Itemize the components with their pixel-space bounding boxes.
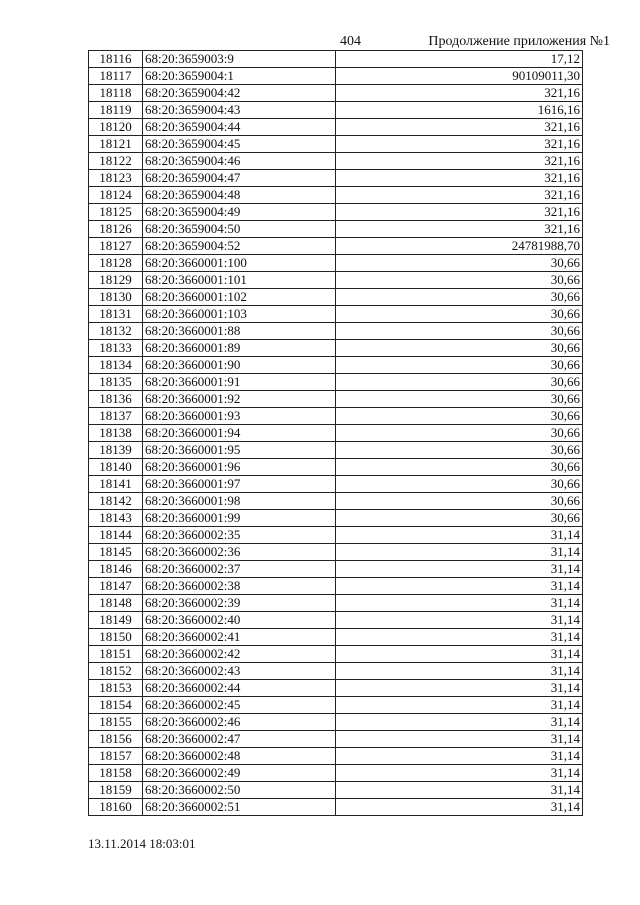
cadastral-number-cell: 68:20:3660001:102 [143, 289, 336, 306]
cadastral-number-cell: 68:20:3659004:47 [143, 170, 336, 187]
cadastral-number-cell: 68:20:3660002:36 [143, 544, 336, 561]
row-number-cell: 18143 [89, 510, 143, 527]
value-cell: 30,66 [336, 391, 583, 408]
table-row [89, 323, 583, 340]
value-cell: 31,14 [336, 782, 583, 799]
value-cell: 321,16 [336, 153, 583, 170]
row-number-cell: 18149 [89, 612, 143, 629]
value-cell: 30,66 [336, 374, 583, 391]
cadastral-number-cell: 68:20:3660001:93 [143, 408, 336, 425]
table-row [89, 510, 583, 527]
value-cell: 321,16 [336, 204, 583, 221]
value-cell: 90109011,30 [336, 68, 583, 85]
page-number: 404 [340, 34, 361, 49]
row-number-cell: 18145 [89, 544, 143, 561]
cadastral-number-cell: 68:20:3660002:39 [143, 595, 336, 612]
row-number-cell: 18144 [89, 527, 143, 544]
row-number-cell: 18131 [89, 306, 143, 323]
cadastral-number-cell: 68:20:3660002:45 [143, 697, 336, 714]
cadastral-number-cell: 68:20:3659004:44 [143, 119, 336, 136]
cadastral-number-cell: 68:20:3660001:89 [143, 340, 336, 357]
parcel-table [88, 50, 583, 816]
table-row [89, 544, 583, 561]
value-cell: 31,14 [336, 748, 583, 765]
table-row [89, 374, 583, 391]
value-cell: 31,14 [336, 697, 583, 714]
table-row [89, 782, 583, 799]
value-cell: 24781988,70 [336, 238, 583, 255]
row-number-cell: 18123 [89, 170, 143, 187]
cadastral-number-cell: 68:20:3660002:43 [143, 663, 336, 680]
value-cell: 30,66 [336, 510, 583, 527]
table-row [89, 680, 583, 697]
table-row [89, 578, 583, 595]
table-row [89, 493, 583, 510]
cadastral-number-cell: 68:20:3660001:94 [143, 425, 336, 442]
cadastral-number-cell: 68:20:3660001:100 [143, 255, 336, 272]
row-number-cell: 18129 [89, 272, 143, 289]
row-number-cell: 18118 [89, 85, 143, 102]
value-cell: 30,66 [336, 459, 583, 476]
value-cell: 31,14 [336, 680, 583, 697]
row-number-cell: 18154 [89, 697, 143, 714]
table-row [89, 272, 583, 289]
table-row [89, 561, 583, 578]
cadastral-number-cell: 68:20:3659004:49 [143, 204, 336, 221]
table-row [89, 408, 583, 425]
table-row [89, 204, 583, 221]
table-row [89, 136, 583, 153]
value-cell: 31,14 [336, 595, 583, 612]
table-row [89, 170, 583, 187]
table-row [89, 748, 583, 765]
table-row [89, 799, 583, 816]
cadastral-number-cell: 68:20:3660001:97 [143, 476, 336, 493]
cadastral-number-cell: 68:20:3660002:51 [143, 799, 336, 816]
table-row [89, 289, 583, 306]
table-row [89, 663, 583, 680]
cadastral-number-cell: 68:20:3660001:88 [143, 323, 336, 340]
table-row [89, 255, 583, 272]
cadastral-number-cell: 68:20:3660001:96 [143, 459, 336, 476]
cadastral-number-cell: 68:20:3660002:50 [143, 782, 336, 799]
value-cell: 321,16 [336, 187, 583, 204]
cadastral-number-cell: 68:20:3660002:37 [143, 561, 336, 578]
row-number-cell: 18116 [89, 51, 143, 68]
value-cell: 321,16 [336, 221, 583, 238]
row-number-cell: 18156 [89, 731, 143, 748]
row-number-cell: 18130 [89, 289, 143, 306]
value-cell: 30,66 [336, 425, 583, 442]
value-cell: 30,66 [336, 476, 583, 493]
table-row [89, 612, 583, 629]
value-cell: 30,66 [336, 323, 583, 340]
table-row [89, 340, 583, 357]
row-number-cell: 18152 [89, 663, 143, 680]
value-cell: 31,14 [336, 578, 583, 595]
row-number-cell: 18148 [89, 595, 143, 612]
value-cell: 31,14 [336, 612, 583, 629]
table-row [89, 153, 583, 170]
value-cell: 30,66 [336, 493, 583, 510]
row-number-cell: 18133 [89, 340, 143, 357]
row-number-cell: 18155 [89, 714, 143, 731]
row-number-cell: 18159 [89, 782, 143, 799]
row-number-cell: 18135 [89, 374, 143, 391]
value-cell: 30,66 [336, 357, 583, 374]
table-row [89, 731, 583, 748]
parcel-table-body [89, 51, 583, 816]
value-cell: 321,16 [336, 85, 583, 102]
row-number-cell: 18150 [89, 629, 143, 646]
table-row [89, 85, 583, 102]
cadastral-number-cell: 68:20:3660002:49 [143, 765, 336, 782]
table-row [89, 629, 583, 646]
cadastral-number-cell: 68:20:3659004:50 [143, 221, 336, 238]
row-number-cell: 18127 [89, 238, 143, 255]
row-number-cell: 18124 [89, 187, 143, 204]
row-number-cell: 18120 [89, 119, 143, 136]
row-number-cell: 18141 [89, 476, 143, 493]
value-cell: 31,14 [336, 646, 583, 663]
table-row [89, 697, 583, 714]
value-cell: 31,14 [336, 561, 583, 578]
cadastral-number-cell: 68:20:3660002:42 [143, 646, 336, 663]
cadastral-number-cell: 68:20:3659004:48 [143, 187, 336, 204]
value-cell: 30,66 [336, 272, 583, 289]
row-number-cell: 18157 [89, 748, 143, 765]
row-number-cell: 18125 [89, 204, 143, 221]
value-cell: 31,14 [336, 799, 583, 816]
row-number-cell: 18151 [89, 646, 143, 663]
table-row [89, 187, 583, 204]
value-cell: 321,16 [336, 119, 583, 136]
cadastral-number-cell: 68:20:3660001:92 [143, 391, 336, 408]
cadastral-number-cell: 68:20:3659004:46 [143, 153, 336, 170]
table-row [89, 459, 583, 476]
row-number-cell: 18153 [89, 680, 143, 697]
table-row [89, 238, 583, 255]
row-number-cell: 18119 [89, 102, 143, 119]
table-row [89, 527, 583, 544]
table-row [89, 391, 583, 408]
cadastral-number-cell: 68:20:3659004:45 [143, 136, 336, 153]
row-number-cell: 18139 [89, 442, 143, 459]
cadastral-number-cell: 68:20:3660001:90 [143, 357, 336, 374]
row-number-cell: 18160 [89, 799, 143, 816]
cadastral-number-cell: 68:20:3659004:52 [143, 238, 336, 255]
table-row [89, 119, 583, 136]
table-row [89, 476, 583, 493]
table-row [89, 51, 583, 68]
row-number-cell: 18138 [89, 425, 143, 442]
cadastral-number-cell: 68:20:3660001:91 [143, 374, 336, 391]
row-number-cell: 18128 [89, 255, 143, 272]
value-cell: 30,66 [336, 289, 583, 306]
table-row [89, 442, 583, 459]
row-number-cell: 18137 [89, 408, 143, 425]
table-row [89, 646, 583, 663]
value-cell: 30,66 [336, 306, 583, 323]
value-cell: 30,66 [336, 442, 583, 459]
table-row [89, 68, 583, 85]
row-number-cell: 18134 [89, 357, 143, 374]
row-number-cell: 18122 [89, 153, 143, 170]
value-cell: 31,14 [336, 765, 583, 782]
page-title: Продолжение приложения №1 [428, 34, 610, 49]
cadastral-number-cell: 68:20:3660002:41 [143, 629, 336, 646]
row-number-cell: 18146 [89, 561, 143, 578]
cadastral-number-cell: 68:20:3659003:9 [143, 51, 336, 68]
row-number-cell: 18147 [89, 578, 143, 595]
value-cell: 31,14 [336, 714, 583, 731]
row-number-cell: 18140 [89, 459, 143, 476]
row-number-cell: 18121 [89, 136, 143, 153]
cadastral-number-cell: 68:20:3660001:101 [143, 272, 336, 289]
cadastral-number-cell: 68:20:3660002:46 [143, 714, 336, 731]
cadastral-number-cell: 68:20:3660001:103 [143, 306, 336, 323]
cadastral-number-cell: 68:20:3660002:44 [143, 680, 336, 697]
table-row [89, 425, 583, 442]
value-cell: 31,14 [336, 731, 583, 748]
row-number-cell: 18132 [89, 323, 143, 340]
cadastral-number-cell: 68:20:3660002:40 [143, 612, 336, 629]
value-cell: 31,14 [336, 663, 583, 680]
table-row [89, 714, 583, 731]
value-cell: 31,14 [336, 527, 583, 544]
value-cell: 31,14 [336, 629, 583, 646]
value-cell: 321,16 [336, 136, 583, 153]
row-number-cell: 18158 [89, 765, 143, 782]
value-cell: 30,66 [336, 340, 583, 357]
table-row [89, 221, 583, 238]
cadastral-number-cell: 68:20:3660002:48 [143, 748, 336, 765]
row-number-cell: 18126 [89, 221, 143, 238]
table-row [89, 306, 583, 323]
table-row [89, 357, 583, 374]
cadastral-number-cell: 68:20:3660001:95 [143, 442, 336, 459]
cadastral-number-cell: 68:20:3659004:42 [143, 85, 336, 102]
value-cell: 17,12 [336, 51, 583, 68]
cadastral-number-cell: 68:20:3659004:43 [143, 102, 336, 119]
cadastral-number-cell: 68:20:3660002:38 [143, 578, 336, 595]
row-number-cell: 18142 [89, 493, 143, 510]
footer-timestamp: 13.11.2014 18:03:01 [88, 836, 196, 851]
row-number-cell: 18136 [89, 391, 143, 408]
value-cell: 321,16 [336, 170, 583, 187]
value-cell: 31,14 [336, 544, 583, 561]
table-row [89, 765, 583, 782]
cadastral-number-cell: 68:20:3659004:1 [143, 68, 336, 85]
cadastral-number-cell: 68:20:3660002:47 [143, 731, 336, 748]
value-cell: 30,66 [336, 255, 583, 272]
value-cell: 1616,16 [336, 102, 583, 119]
table-row [89, 102, 583, 119]
cadastral-number-cell: 68:20:3660001:98 [143, 493, 336, 510]
cadastral-number-cell: 68:20:3660001:99 [143, 510, 336, 527]
table-row [89, 595, 583, 612]
cadastral-number-cell: 68:20:3660002:35 [143, 527, 336, 544]
row-number-cell: 18117 [89, 68, 143, 85]
value-cell: 30,66 [336, 408, 583, 425]
